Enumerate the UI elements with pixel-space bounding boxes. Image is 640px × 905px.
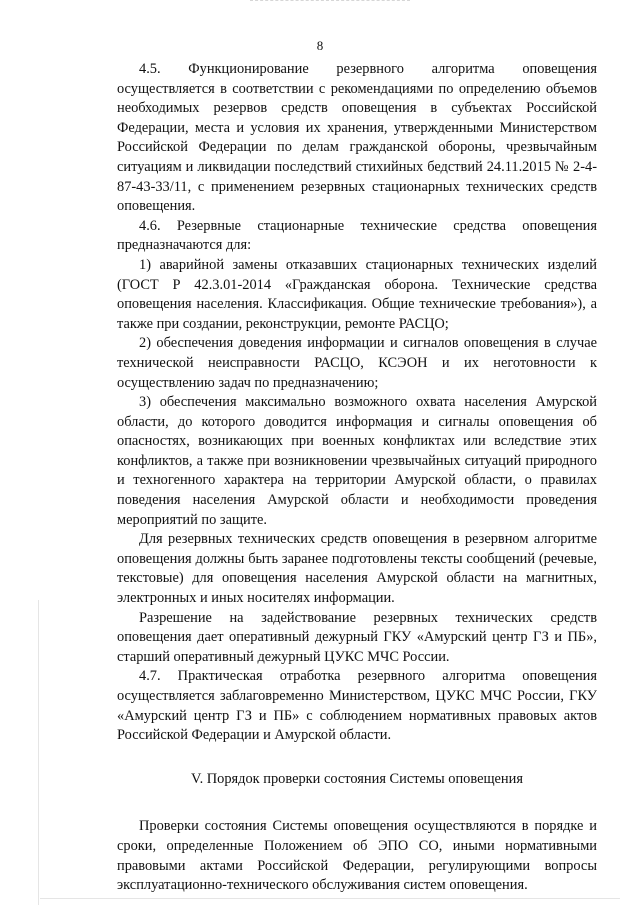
section-heading: V. Порядок проверки состояния Системы оповещения [191,770,523,787]
scan-artifact-left-edge [38,600,39,905]
document-body [117,60,597,896]
list-item-2: 2) обеспечения доведения информации и сигналов оповещения в случае технической неисправности РАСЦО, КСЭОН и их неготовности к осуществлению задач по предназначению; [117,335,597,391]
paragraph-4-6: 4.6. Резервные стационарные технические средства оповещения предназначаются для: [117,217,597,254]
list-item-3: 3) обеспечения максимально возможного охвата населения Амурской области, до которого доводится информация и сигналы оповещения об опасностях, возникающих при военных конфликтах или вследствие этих конфликтов, а также при возникновении чрезвычайных ситуаций природного и техногенного характера на территории Амурской области, о правилах поведения населения Амурской области и необходимости проведения мероприятий по защите. [117,394,597,528]
scan-artifact-bottom-edge [40,898,620,899]
closing-paragraph: Проверки состояния Системы оповещения осуществляются в порядке и сроки, определенные Положением об ЭПО СО, иными нормативными правовыми актами Российской Федерации, регулирующими вопросы эксплуатационно-технического обслуживания систем оповещения. [117,818,597,894]
paragraph-4-7: 4.7. Практическая отработка резервного алгоритма оповещения осуществляется заблаговременно Министерством, ЦУКС МЧС России, ГКУ «Амурский центр ГЗ и ПБ» с соблюдением нормативных правовых актов Российской Федерации и Амурской области. [117,668,597,744]
scan-artifact-top [250,0,410,5]
list-item-1: 1) аварийной замены отказавших стационарных технических изделий (ГОСТ Р 42.3.01-2014 «Гражданская оборона. Технические средства оповещения населения. Классификация. Общие технические требования»), а также при создании, реконструкции, ремонте РАСЦО; [117,256,597,332]
page-number: 8 [316,38,324,53]
paragraph-4-5: 4.5. Функционирование резервного алгоритма оповещения осуществляется в соответствии с рекомендациями по определению объемов необходимых резервов средств оповещения в субъектах Российской Федерации, места и условия их хранения, утвержденными Министерством Российской Федерации по делам гражданской обороны, чрезвычайным ситуациям и ликвидации последствий стихийных бедствий 24.11.2015 № 2-4-87-43-33/11, с применением резервных стационарных технических средств оповещения. [117,61,597,215]
paragraph-texts-prepared: Для резервных технических средств оповещения в резервном алгоритме оповещения должны быть заранее подготовлены тексты сообщений (речевые, текстовые) для оповещения населения Амурской области на магнитных, электронных и иных носителях информации. [117,531,597,607]
paragraph-permission: Разрешение на задействование резервных технических средств оповещения дает оперативный дежурный ГКУ «Амурский центр ГЗ и ПБ», старший оперативный дежурный ЦУКС МЧС России. [117,609,597,665]
